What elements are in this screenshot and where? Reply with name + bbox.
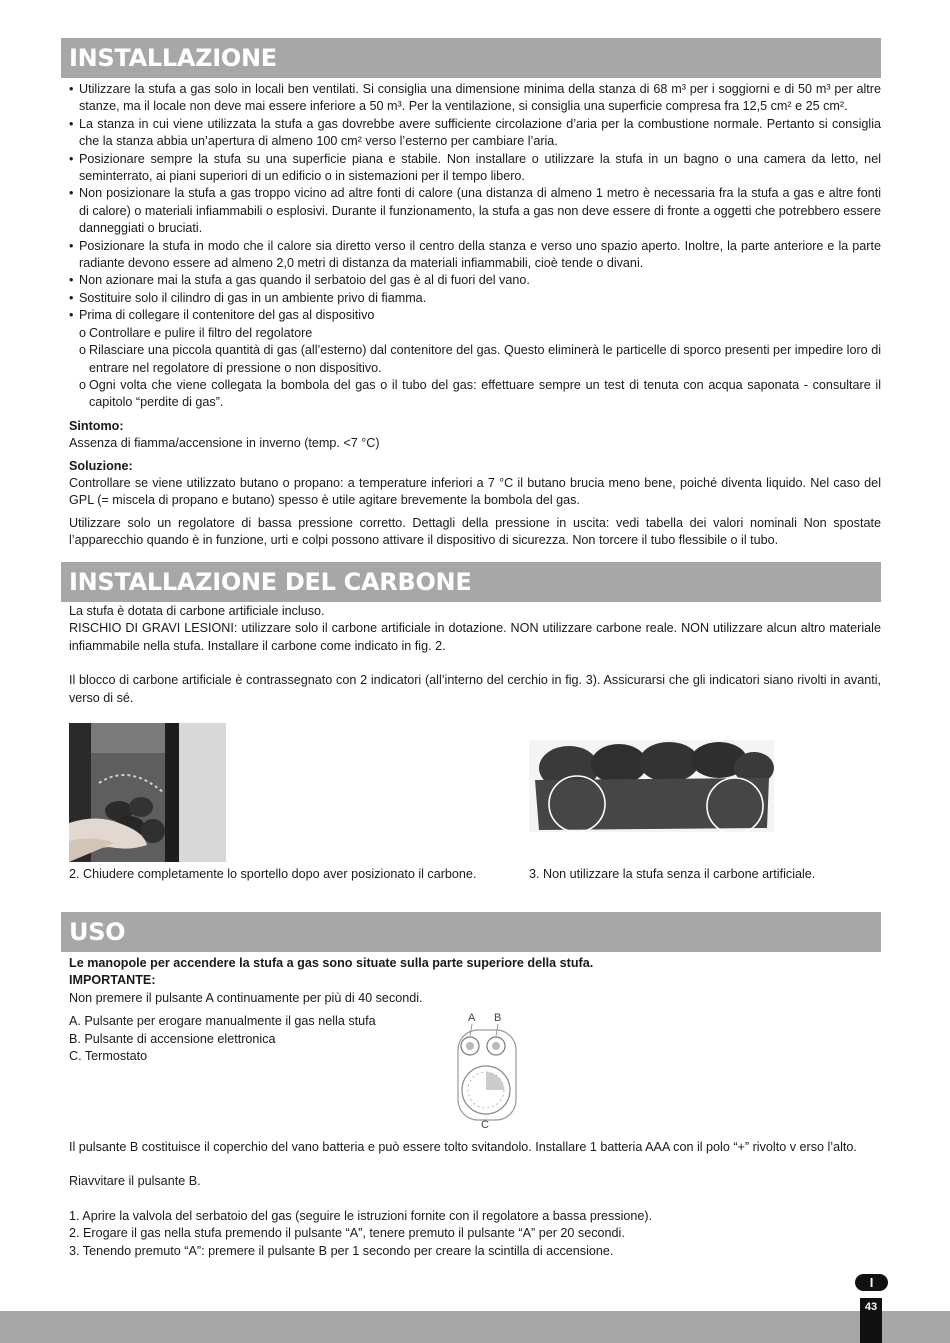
bullet-item: • Prima di collegare il contenitore del gas al dispositivo [69, 308, 375, 323]
controls-diagram [450, 1010, 530, 1130]
step-item: 1. Aprire la valvola del serbatoio del gas (seguire le istruzioni fornite con il regolatore a bassa pressione). [69, 1208, 653, 1223]
footer-band [0, 1311, 950, 1343]
controls-diagram-svg [450, 1010, 530, 1130]
battery-text: Il pulsante B costituisce il coperchio del vano batteria e può essere tolto svitandolo. Installare 1 batteria AAA con il polo “+” rivolto v erso l’alto. [69, 1140, 857, 1154]
step-item: 3. Tenendo premuto “A”: premere il pulsante B per 1 secondo per creare la scintilla di accensione. [69, 1243, 614, 1258]
section-title-uso: USO [61, 912, 881, 952]
sub-item: o Rilasciare una piccola quantità di gas (all’esterno) dal contenitore del gas. Questo eliminerà le particelle di sporco presenti per impedire loro di entrare nel regolatore di pressione o non dispositivo. [79, 343, 881, 375]
bullet-item: • Non azionare mai la stufa a gas quando il serbatoio del gas è al di fuori del vano. [69, 273, 530, 288]
steps-list [69, 1208, 881, 1260]
figure-2-caption: 2. Chiudere completamente lo sportello dopo aver posizionato il carbone. [69, 867, 477, 881]
bullet-item: • Sostituire solo il cilindro di gas in un ambiente privo di fiamma. [69, 290, 427, 305]
section-title-carbone: INSTALLAZIONE DEL CARBONE [61, 562, 881, 602]
carbone-warning: RISCHIO DI GRAVI LESIONI: utilizzare solo il carbone artificiale in dotazione. NON utilizzare carbone reale. NON utilizzare alcun altro materiale infiammabile nella stufa. Installare il carbone come indicato in fig. 2. [69, 621, 881, 653]
coal-placement-photo [69, 723, 226, 862]
bullet-item: • La stanza in cui viene utilizzata la stufa a gas dovrebbe avere sufficiente circolazione d’aria per la combustione normale. Pertanto si consiglia che la stanza abbia un’apertura di almeno 100 cm² verso l’esterno per cambiare l’aria. [69, 116, 881, 149]
bullet-item: • Posizionare la stufa in modo che il calore sia diretto verso il centro della stanza e verso uno spazio aperto. Inoltre, la parte anteriore e la parte radiante devono essere ad almeno 2,0 metri di distanza da materiali infiammabili, cioè tende o divani. [69, 238, 881, 271]
riavvitare-text: Riavvitare il pulsante B. [69, 1174, 201, 1189]
carbone-intro: La stufa è dotata di carbone artificiale incluso. [69, 604, 325, 618]
uso-body-2 [69, 1139, 881, 1260]
bullet-item: • Utilizzare la stufa a gas solo in locali ben ventilati. Si consiglia una dimensione minima della stanza di 68 m³ per i soggiorni e di 50 m³ per altre stanze, ma il locale non deve mai essere inferiore a 50 m³. Per la ventilazione, si consiglia una superficie compresa fra 12,5 cm² e 25 cm². [69, 82, 881, 114]
sub-item: o Controllare e pulire il filtro del regolatore [79, 325, 313, 340]
sintomo-label: Sintomo: [69, 418, 124, 433]
diagram-label-a: A [468, 1012, 476, 1024]
diagram-label-b: B [494, 1012, 502, 1024]
coal-block-illustration [529, 740, 774, 832]
legend-item-a: A. Pulsante per erogare manualmente il gas nella stufa [69, 1014, 376, 1029]
section-title-installazione: INSTALLAZIONE [61, 38, 881, 78]
regolatore-text: Utilizzare solo un regolatore di bassa pressione corretto. Dettagli della pressione in uscita: vedi tabella dei valori nominali Non spostate l’apparecchio quando è in funzione, urti e colpi possono attivare il dispositivo di sicurezza. Non torcere il tubo flessibile o il tubo. [69, 515, 881, 548]
bullet-item: • Posizionare sempre la stufa su una superficie piana e stabile. Non installare o utilizzare la stufa in un bagno o una camera da letto, nel seminterrato, ai piani superiori di un edificio o in sistemazioni per il tempo libero. [69, 151, 881, 184]
page-number: 43 [860, 1298, 882, 1343]
legend-item-b: B. Pulsante di accensione elettronica [69, 1031, 276, 1046]
carbone-indicators: Il blocco di carbone artificiale è contrassegnato con 2 indicatori (all’interno del cerchio in fig. 3). Assicurarsi che gli indicatori siano rivolti in avanti, verso di sé. [69, 673, 881, 705]
legend-item-c: C. Termostato [69, 1049, 148, 1064]
installazione-body [69, 81, 881, 550]
soluzione-text: Controllare se viene utilizzato butano o propano: a temperature inferiori a 7 °C il butano brucia meno bene, poiché diventa liquido. Nel caso del GPL (= miscela di propano e butano) spesso è utile agitare brevemente la bombola del gas. [69, 475, 881, 508]
sintomo-text: Assenza di fiamma/accensione in inverno (temp. <7 °C) [69, 436, 380, 451]
importante-text: Non premere il pulsante A continuamente per più di 40 secondi. [69, 990, 423, 1005]
uso-lead: Le manopole per accendere la stufa a gas sono situate sulla parte superiore della stufa. [69, 956, 594, 970]
bullet-item: • Non posizionare la stufa a gas troppo vicino ad altre fonti di calore (una distanza di almeno 1 metro è necessaria fra la stufa a gas e altre fonti di calore) o materiali infiammabili o esplosivi. Durante il funzionamento, la stufa a gas non deve essere di fronte a oggetti che potrebbero essere danneggiati o bruciati. [69, 186, 881, 236]
sub-item: o Ogni volta che viene collegata la bombola del gas o il tubo del gas: effettuare sempre un test di tenuta con acqua saponata - consultare il capitolo “perdite di gas”. [79, 377, 881, 410]
carbone-body [69, 603, 881, 707]
coal-placement-illustration [69, 723, 226, 862]
step-item: 2. Erogare il gas nella stufa premendo il pulsante “A”, tenere premuto il pulsante “A” per 20 secondi. [69, 1226, 625, 1241]
figure-3-caption: 3. Non utilizzare la stufa senza il carbone artificiale. [529, 867, 816, 881]
coal-block-photo [529, 740, 774, 832]
language-badge: I [855, 1274, 888, 1291]
importante-label: IMPORTANTE: [69, 973, 156, 988]
soluzione-label: Soluzione: [69, 458, 133, 473]
diagram-label-c: C [481, 1119, 489, 1130]
